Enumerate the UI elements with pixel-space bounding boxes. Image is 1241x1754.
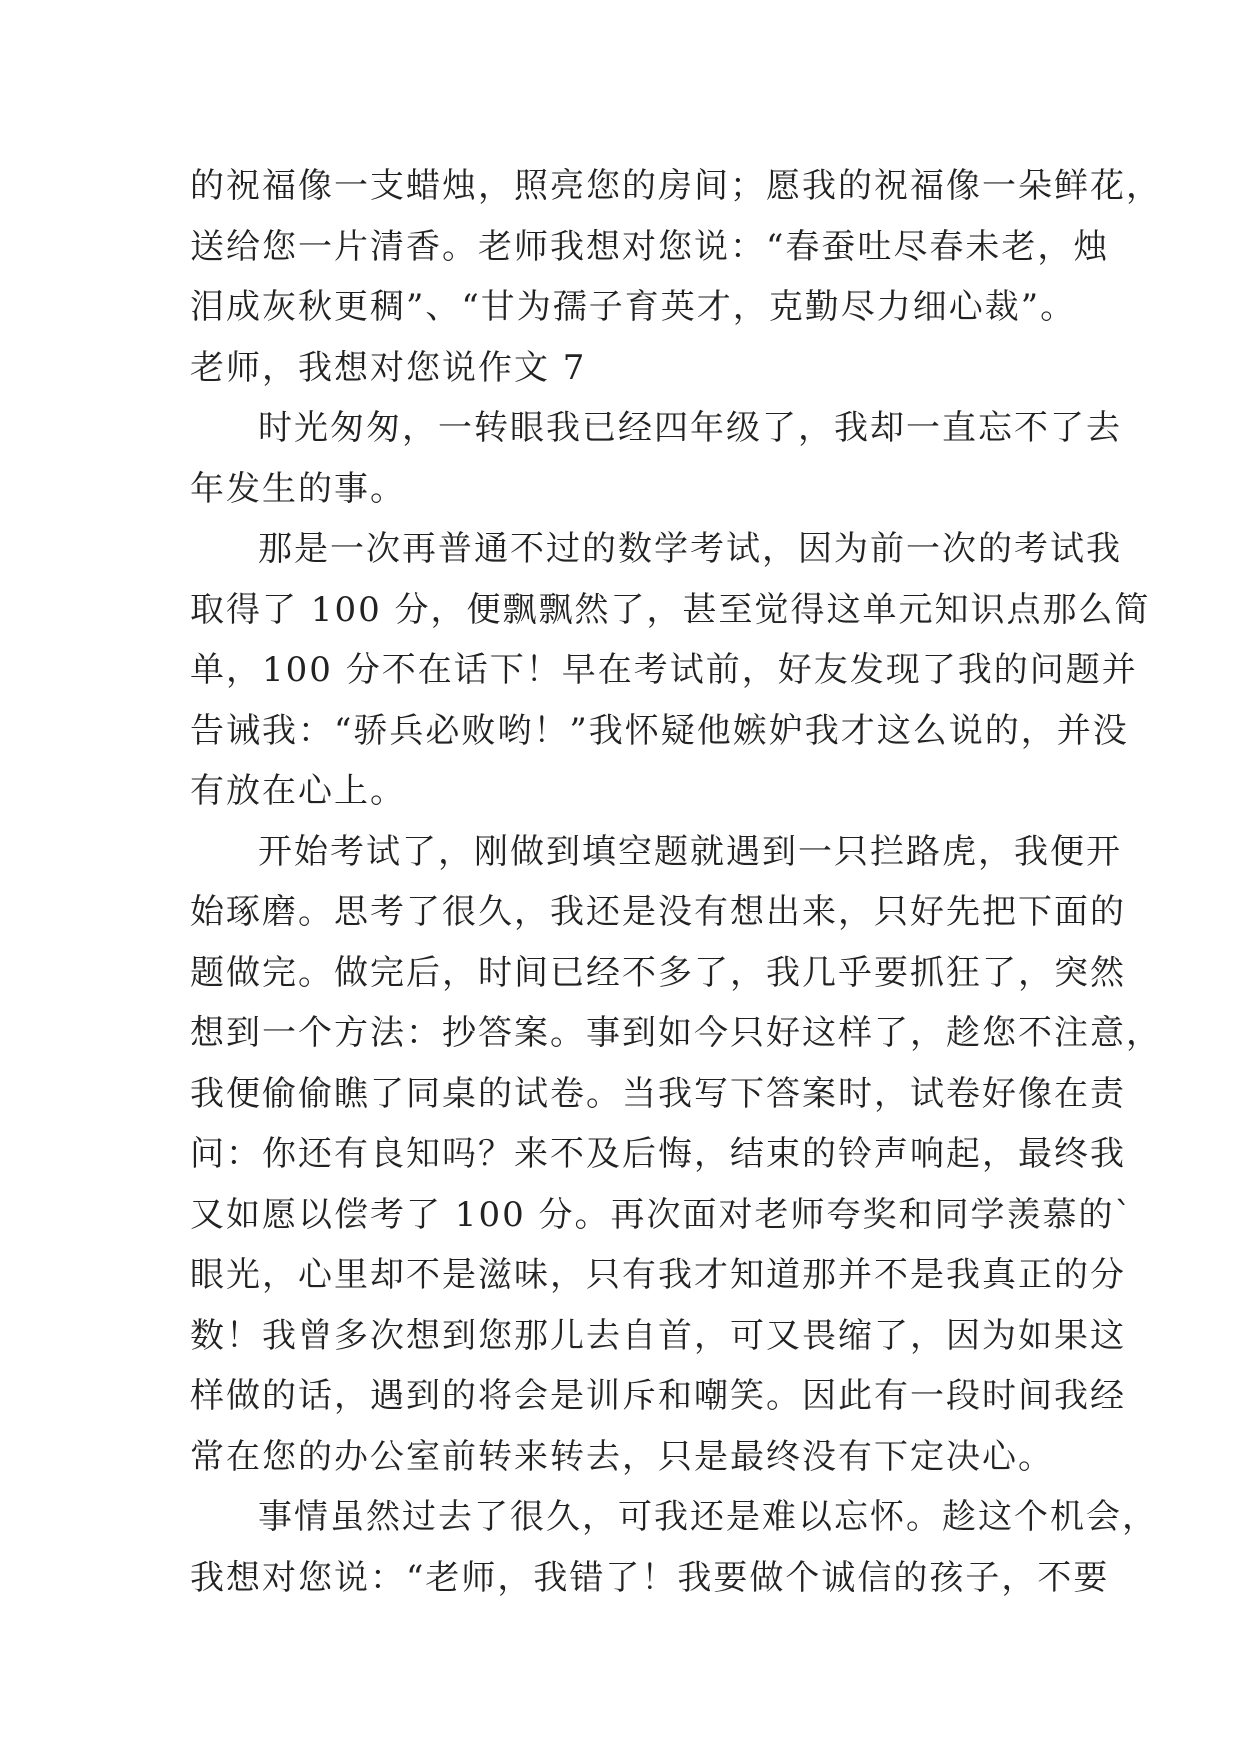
text-line: 又如愿以偿考了 100 分。再次面对老师夸奖和同学羡慕的` xyxy=(190,1194,1134,1235)
paragraph-start-line: 事情虽然过去了很久，可我还是难以忘怀。趁这个机会， xyxy=(258,1497,1158,1537)
paragraph-start-line: 时光匆匆，一转眼我已经四年级了，我却一直忘不了去 xyxy=(258,408,1122,448)
text-line: 样做的话，遇到的将会是训斥和嘲笑。因此有一段时间我经 xyxy=(190,1376,1126,1416)
text-line: 的祝福像一支蜡烛，照亮您的房间；愿我的祝福像一朵鲜花， xyxy=(190,166,1162,206)
text-line: 取得了 100 分，便飘飘然了，甚至觉得这单元知识点那么简 xyxy=(190,589,1151,630)
text-line: 眼光，心里却不是滋味，只有我才知道那并不是我真正的分 xyxy=(190,1255,1126,1295)
document-page xyxy=(190,156,1162,1608)
text-line: 数！我曾多次想到您那儿去自首，可又畏缩了，因为如果这 xyxy=(190,1315,1126,1356)
text-line: 泪成灰秋更稠”、“甘为孺子育英才，克勤尽力细心裁”。 xyxy=(190,287,1077,327)
paragraph-start-line: 开始考试了，刚做到填空题就遇到一只拦路虎，我便开 xyxy=(258,831,1122,872)
text-line: 我便偷偷瞧了同桌的试卷。当我写下答案时，试卷好像在责 xyxy=(190,1073,1126,1114)
section-heading: 老师，我想对您说作文 7 xyxy=(190,347,587,388)
text-line: 想到一个方法：抄答案。事到如今只好这样了，趁您不注意， xyxy=(190,1013,1162,1053)
text-line: 题做完。做完后，时间已经不多了，我几乎要抓狂了，突然 xyxy=(190,952,1126,993)
text-line: 告诫我：“骄兵必败哟！”我怀疑他嫉妒我才这么说的，并没 xyxy=(190,710,1129,751)
paragraph-start-line: 那是一次再普通不过的数学考试，因为前一次的考试我 xyxy=(258,529,1122,569)
text-line: 年发生的事。 xyxy=(190,468,406,509)
text-line: 送给您一片清香。老师我想对您说：“春蚕吐尽春未老，烛 xyxy=(190,226,1110,267)
text-line: 问：你还有良知吗？来不及后悔，结束的铃声响起，最终我 xyxy=(190,1134,1126,1174)
text-line: 单，100 分不在话下！早在考试前，好友发现了我的问题并 xyxy=(190,650,1138,690)
text-line: 我想对您说：“老师，我错了！我要做个诚信的孩子，不要 xyxy=(190,1557,1110,1598)
text-line: 常在您的办公室前转来转去，只是最终没有下定决心。 xyxy=(190,1436,1054,1477)
text-line: 始琢磨。思考了很久，我还是没有想出来，只好先把下面的 xyxy=(190,892,1126,932)
text-line: 有放在心上。 xyxy=(190,771,406,811)
